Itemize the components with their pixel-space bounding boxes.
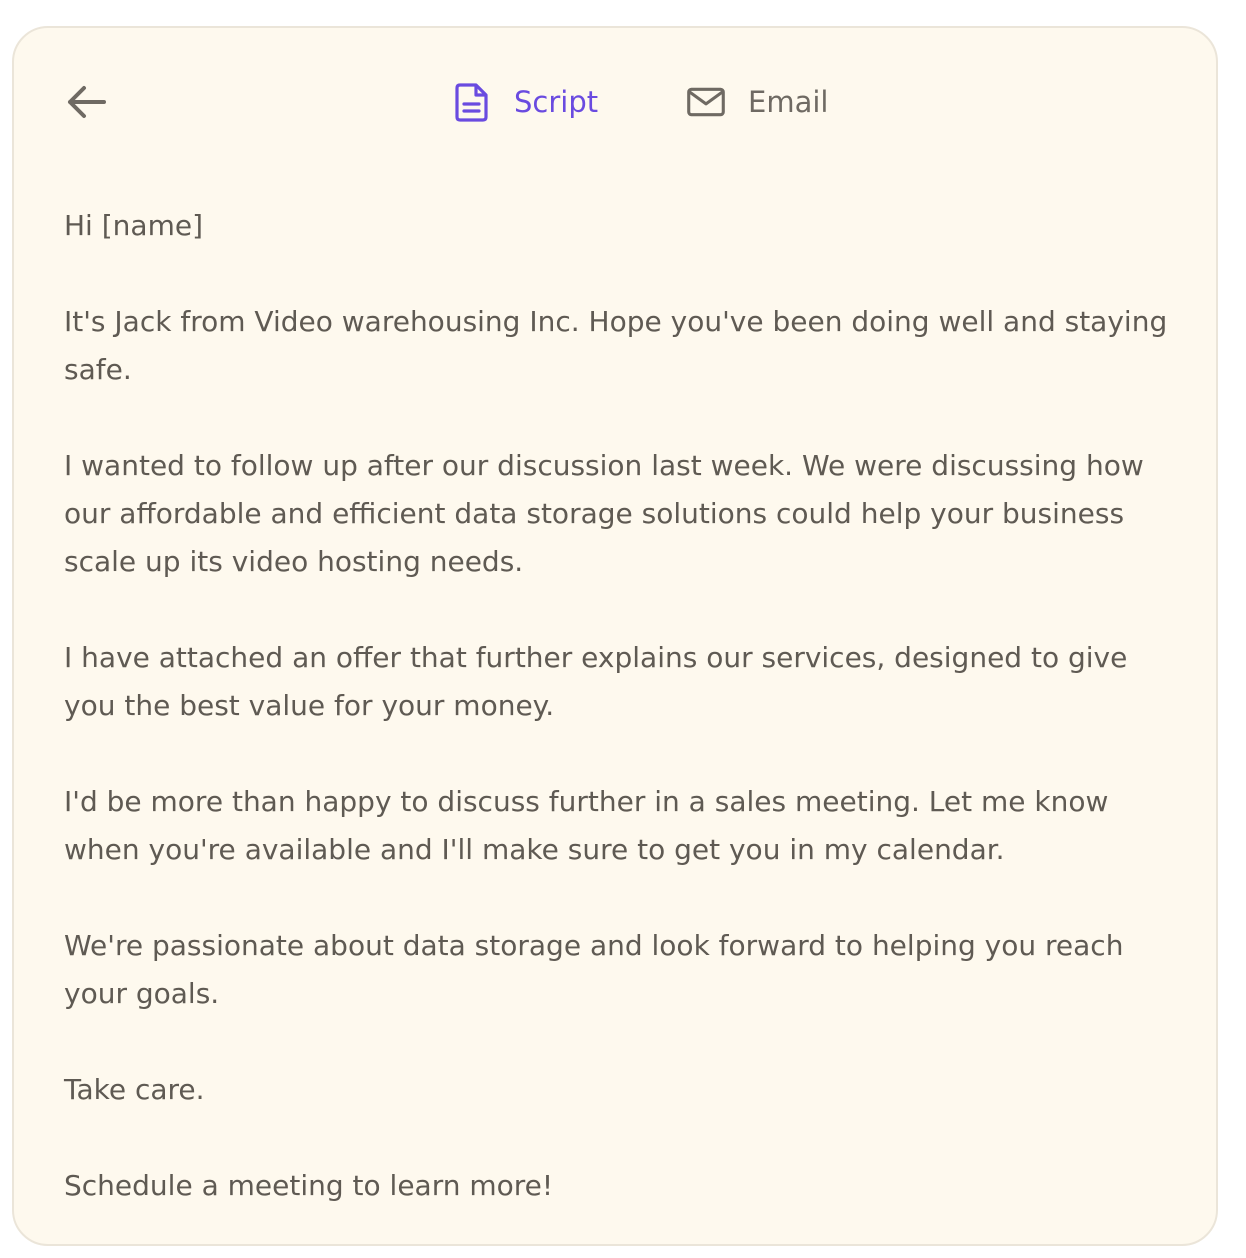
- envelope-icon: [686, 82, 726, 122]
- tab-email[interactable]: [686, 76, 828, 128]
- script-paragraph: I have attached an offer that further explains our services, designed to give you the best value for your money.: [64, 641, 1128, 722]
- script-paragraph: Hi [name]: [64, 209, 203, 242]
- arrow-left-icon: [64, 82, 108, 122]
- script-body: [64, 202, 1174, 1258]
- tab-script-label: Script: [514, 85, 599, 119]
- script-card: [12, 26, 1218, 1246]
- script-paragraph: I wanted to follow up after our discussion last week. We were discussing how our affordable and efficient data storage solutions could help your business scale up its video hosting needs.: [64, 449, 1144, 578]
- script-paragraph: Schedule a meeting to learn more!: [64, 1169, 554, 1202]
- toolbar: [14, 28, 1216, 178]
- tab-script[interactable]: [452, 76, 598, 128]
- script-paragraph: I'd be more than happy to discuss further in a sales meeting. Let me know when you're available and I'll make sure to get you in my calendar.: [64, 785, 1109, 866]
- back-button[interactable]: [64, 82, 108, 122]
- tab-email-label: Email: [748, 85, 829, 119]
- document-icon: [452, 82, 492, 122]
- script-paragraph: It's Jack from Video warehousing Inc. Hope you've been doing well and staying safe.: [64, 305, 1168, 386]
- script-paragraph: Take care.: [64, 1073, 205, 1106]
- script-paragraph: We're passionate about data storage and look forward to helping you reach your goals.: [64, 929, 1124, 1010]
